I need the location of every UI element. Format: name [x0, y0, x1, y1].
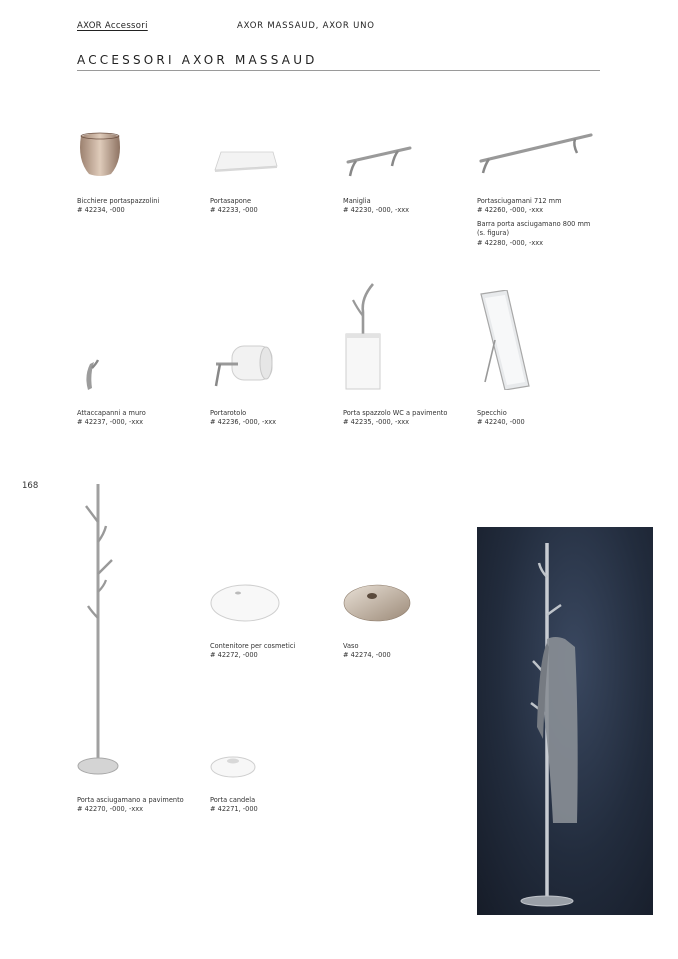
product-name: Attaccapanni a muro: [77, 409, 146, 417]
caption-porta-candela: [210, 796, 258, 815]
soap-dish-image: [211, 148, 279, 174]
product-name: Maniglia: [343, 197, 371, 205]
product-code: # 42240, -000: [477, 418, 525, 427]
product-name: Portasapone: [210, 197, 252, 205]
caption-attaccapanni: [77, 409, 146, 428]
product-name: Porta asciugamano a pavimento: [77, 796, 184, 804]
page-title: ACCESSORI AXOR MASSAUD: [77, 53, 318, 67]
toilet-roll-holder-image: [212, 340, 276, 390]
caption-portarotolo: [210, 409, 276, 428]
wc-brush-holder-image: [343, 282, 383, 392]
product-code: # 42274, -000: [343, 651, 391, 660]
floor-towel-stand-image: [76, 482, 124, 778]
product-name: Portasciugamani 712 mm: [477, 197, 562, 205]
product-code: # 42270, -000, -xxx: [77, 805, 144, 814]
caption-specchio: [477, 409, 525, 428]
page-number: 168: [22, 481, 39, 491]
product-code: # 42230, -000, -xxx: [343, 206, 410, 215]
product-alt-name: Barra porta asciugamano 800 mm: [477, 219, 591, 228]
caption-bicchiere: [77, 197, 159, 216]
product-name: Portarotolo: [210, 409, 247, 417]
caption-vaso: [343, 642, 391, 661]
product-name: Contenitore per cosmetici: [210, 642, 296, 650]
product-name: Specchio: [477, 409, 507, 417]
towel-bar-image: [477, 131, 595, 175]
mirror-image: [479, 290, 533, 390]
product-code: # 42271, -000: [210, 805, 258, 814]
caption-maniglia: [343, 197, 409, 216]
product-name: Bicchiere portaspazzolini: [77, 197, 160, 205]
candle-holder-image: [210, 753, 256, 779]
header-section-link[interactable]: AXOR Accessori: [77, 21, 148, 31]
caption-porta-asciugamano-pavimento: [77, 796, 184, 815]
header-collections: AXOR MASSAUD, AXOR UNO: [237, 21, 375, 31]
product-code: # 42237, -000, -xxx: [77, 418, 144, 427]
lifestyle-photo: [477, 527, 653, 915]
product-alt-code: # 42280, -000, -xxx: [477, 238, 544, 247]
product-code: # 42272, -000: [210, 651, 258, 660]
vase-image: [343, 583, 411, 625]
product-alt-note: (s. figura): [477, 229, 510, 238]
glass-tumbler-image: [77, 130, 123, 180]
caption-portasciugamani: [477, 197, 590, 248]
caption-contenitore: [210, 642, 295, 661]
handle-image: [344, 144, 414, 178]
cosmetics-container-image: [210, 581, 280, 623]
title-divider: [77, 70, 600, 71]
product-code: # 42236, -000, -xxx: [210, 418, 277, 427]
product-name: Porta spazzolo WC a pavimento: [343, 409, 448, 417]
product-code: # 42260, -000, -xxx: [477, 206, 544, 215]
wall-hook-image: [80, 358, 100, 392]
product-name: Porta candela: [210, 796, 256, 804]
product-name: Vaso: [343, 642, 359, 650]
caption-portasapone: [210, 197, 258, 216]
caption-portaspazzolo: [343, 409, 447, 428]
product-code: # 42234, -000: [77, 206, 125, 215]
product-code: # 42235, -000, -xxx: [343, 418, 410, 427]
product-code: # 42233, -000: [210, 206, 258, 215]
